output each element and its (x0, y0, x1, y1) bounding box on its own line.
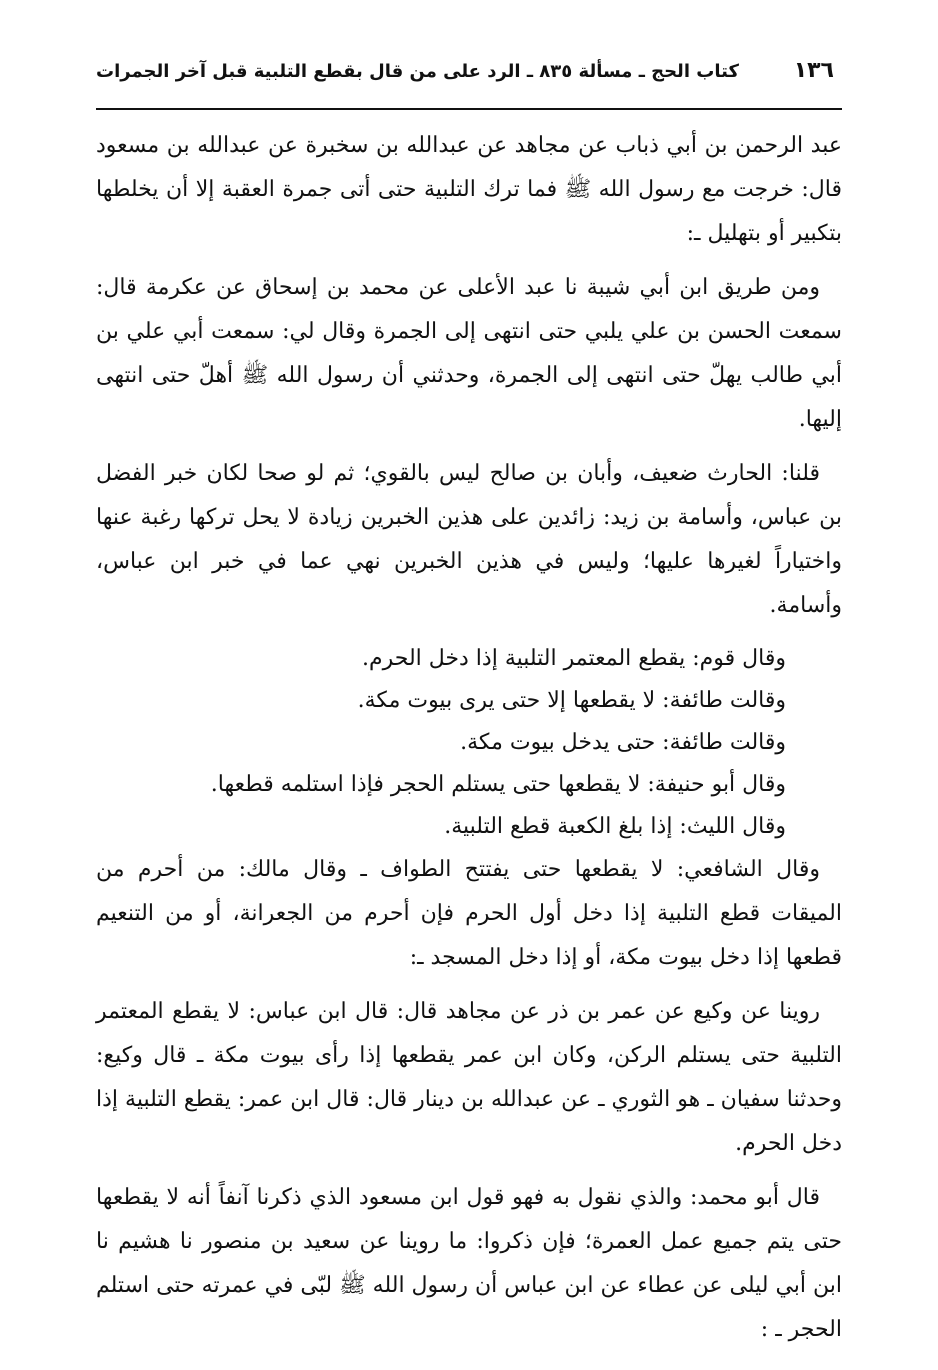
running-title: كتاب الحج ـ مسألة ٨٣٥ ـ الرد على من قال بقطع التلبية قبل آخر الجمرات (96, 61, 739, 82)
paragraph-chain-ibn-masud: عبد الرحمن بن أبي ذباب عن مجاهد عن عبدالله بن سخبرة عن عبدالله بن مسعود قال: خرجت مع رسول الله ﷺ فما ترك التلبية حتى أتى جمرة العقبة إلا أن يخلطها بتكبير أو بتهليل ـ: (96, 133, 842, 246)
paragraph-opinion-laith: وقال الليث: إذا بلغ الكعبة قطع التلبية. (444, 814, 786, 839)
paragraph-opinion-taifa-1: وقالت طائفة: لا يقطعها إلا حتى يرى بيوت مكة. (357, 688, 786, 713)
paragraph-ibn-abi-shaybah: ومن طريق ابن أبي شيبة نا عبد الأعلى عن محمد بن إسحاق عن عكرمة قال: سمعت الحسن بن علي يلبي حتى انتهى إلى الجمرة وقال لي: سمعت أبي علي بن أبي طالب يهلّ حتى انتهى إلى الجمرة، وحدثني أن رسول الله ﷺ أهلّ حتى انتهى إليها. (96, 275, 842, 432)
page-body (96, 110, 842, 1352)
paragraph-abu-muhammad: قال أبو محمد: والذي نقول به فهو قول ابن مسعود الذي ذكرنا آنفاً أنه لا يقطعها حتى يتم جميع عمل العمرة؛ فإن ذكروا: ما روينا عن سعيد بن منصور نا هشيم نا ابن أبي ليلى عن عطاء عن ابن عباس أن رسول الله ﷺ لبّى في عمرته حتى استلم الحجر ـ : (96, 1185, 842, 1342)
paragraph-opinion-taifa-2: وقالت طائفة: حتى يدخل بيوت مكة. (460, 730, 786, 755)
paragraph-qulna: قلنا: الحارث ضعيف، وأبان بن صالح ليس بالقوي؛ ثم لو صحا لكان خبر الفضل بن عباس، وأسامة بن زيد: زائدين على هذين الخبرين زيادة لا يحل تركها رغبة عنها واختياراً لغيرها عليها؛ وليس في هذين الخبرين نهي عما في خبر ابن عباس، وأسامة. (96, 461, 842, 618)
book-page (96, 58, 842, 1352)
page-number: ١٣٦ (793, 58, 834, 83)
paragraph-opinion-qawm: وقال قوم: يقطع المعتمر التلبية إذا دخل الحرم. (361, 646, 786, 671)
paragraph-opinion-abu-hanifa: وقال أبو حنيفة: لا يقطعها حتى يستلم الحجر فإذا استلمه قطعها. (210, 772, 786, 797)
page-header (96, 58, 842, 110)
paragraph-opinion-shafii-malik: وقال الشافعي: لا يقطعها حتى يفتتح الطواف ـ وقال مالك: من أحرم من الميقات قطع التلبية إذا دخل أول الحرم فإن أحرم من الجعرانة، أو من التنعيم قطعها إذا دخل بيوت مكة، أو إذا دخل المسجد ـ: (96, 857, 842, 970)
paragraph-waki-report: روينا عن وكيع عن عمر بن ذر عن مجاهد قال: قال ابن عباس: لا يقطع المعتمر التلبية حتى يستلم الركن، وكان ابن عمر يقطعها إذا رأى بيوت مكة ـ قال وكيع: وحدثنا سفيان ـ هو الثوري ـ عن عبدالله بن دينار قال: قال ابن عمر: يقطع التلبية إذا دخل الحرم. (96, 999, 842, 1156)
